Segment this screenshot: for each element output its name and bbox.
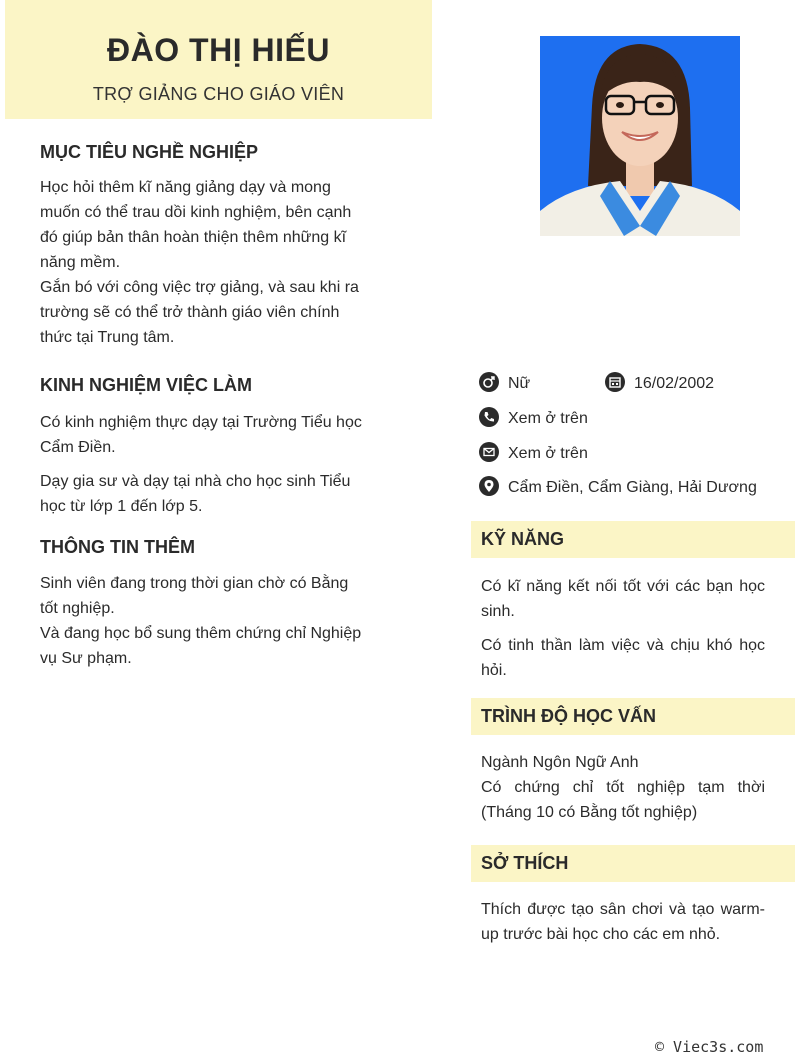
candidate-position: TRỢ GIẢNG CHO GIÁO VIÊN bbox=[92, 84, 345, 104]
experience-section bbox=[40, 375, 385, 519]
skills-header bbox=[471, 521, 795, 558]
skills-text-2: Có tinh thần làm việc và chịu khó học hỏi. bbox=[481, 637, 765, 679]
hobbies-header bbox=[471, 845, 795, 882]
email-value: Xem ở trên bbox=[508, 445, 588, 462]
education-title: TRÌNH ĐỘ HỌC VẤN bbox=[481, 706, 656, 726]
extra-info-title: THÔNG TIN THÊM bbox=[40, 537, 195, 557]
extra-info-section bbox=[40, 537, 385, 671]
objective-line: đó giúp bản thân hoàn thiện thêm những kĩ bbox=[40, 229, 347, 246]
calendar-icon bbox=[605, 372, 625, 392]
hobbies-title: SỞ THÍCH bbox=[481, 853, 569, 873]
skills-title: KỸ NĂNG bbox=[481, 529, 565, 549]
experience-line: Có kinh nghiệm thực dạy tại Trường Tiểu học bbox=[40, 414, 362, 431]
extra-info-line: Và đang học bổ sung thêm chứng chỉ Nghiệp bbox=[40, 625, 362, 642]
gender-value: Nữ bbox=[508, 375, 531, 392]
address-value: Cẩm Điền, Cẩm Giàng, Hải Dương bbox=[508, 479, 757, 496]
gender-row bbox=[479, 373, 530, 395]
objective-section bbox=[40, 142, 385, 350]
birthday-row bbox=[605, 373, 714, 395]
gender-icon bbox=[479, 372, 499, 392]
candidate-name: ĐÀO THỊ HIẾU bbox=[107, 32, 330, 68]
objective-title: MỤC TIÊU NGHỀ NGHIỆP bbox=[40, 142, 259, 162]
header-box bbox=[5, 0, 432, 119]
experience-line: học từ lớp 1 đến lớp 5. bbox=[40, 498, 203, 515]
education-certificate: Có chứng chỉ tốt nghiệp tạm thời (Tháng 10 có Bằng tốt nghiệp) bbox=[481, 779, 765, 821]
experience-line: Dạy gia sư và dạy tại nhà cho học sinh Tiểu bbox=[40, 473, 351, 490]
location-pin-icon bbox=[479, 476, 499, 496]
extra-info-line: Sinh viên đang trong thời gian chờ có Bằng bbox=[40, 575, 349, 592]
objective-line: Học hỏi thêm kĩ năng giảng dạy và mong bbox=[40, 179, 331, 196]
objective-line: muốn có thể trau dồi kinh nghiệm, bên cạnh bbox=[40, 204, 352, 221]
education-header bbox=[471, 698, 795, 735]
phone-value: Xem ở trên bbox=[508, 410, 588, 427]
extra-info-line: vụ Sư phạm. bbox=[40, 650, 132, 667]
phone-row bbox=[479, 408, 588, 430]
phone-icon bbox=[479, 407, 499, 427]
experience-line: Cẩm Điền. bbox=[40, 439, 116, 456]
profile-photo bbox=[540, 36, 740, 236]
birthday-value: 16/02/2002 bbox=[634, 375, 715, 392]
person-portrait-icon bbox=[540, 36, 740, 236]
objective-line: Gắn bó với công việc trợ giảng, và sau khi ra bbox=[40, 279, 359, 296]
address-row bbox=[479, 477, 757, 499]
experience-title: KINH NGHIỆM VIỆC LÀM bbox=[40, 375, 253, 395]
extra-info-line: tốt nghiệp. bbox=[40, 600, 115, 617]
education-major: Ngành Ngôn Ngữ Anh bbox=[481, 754, 639, 771]
objective-line: trường sẽ có thể trở thành giáo viên chính bbox=[40, 304, 340, 321]
hobbies-text: Thích được tạo sân chơi và tạo warm-up trước bài học cho các em nhỏ. bbox=[481, 901, 765, 943]
footer-watermark: © Viec3s.com bbox=[655, 1038, 764, 1056]
skills-text-1: Có kĩ năng kết nối tốt với các bạn học sinh. bbox=[481, 578, 765, 620]
objective-line: năng mềm. bbox=[40, 254, 121, 271]
email-icon bbox=[479, 442, 499, 462]
email-row bbox=[479, 443, 588, 465]
objective-line: thức tại Trung tâm. bbox=[40, 329, 175, 346]
